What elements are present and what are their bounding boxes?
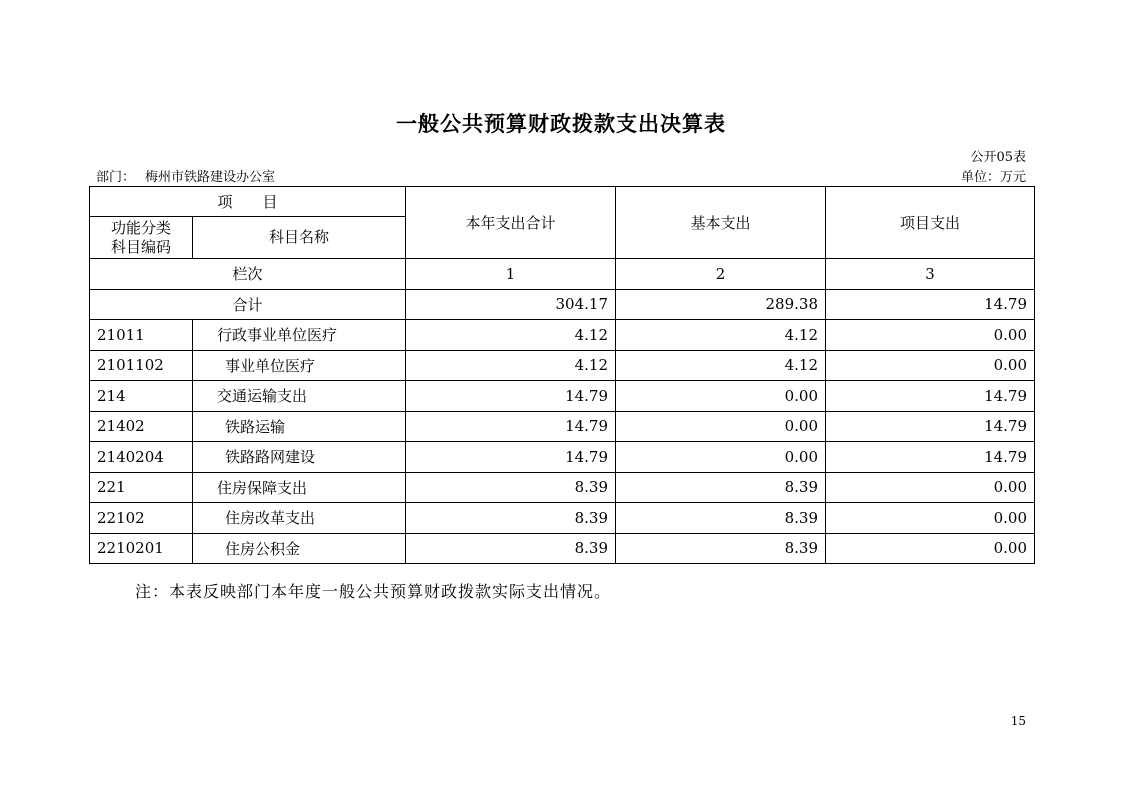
row-code: 22102 <box>90 503 193 534</box>
row-project: 0.00 <box>826 472 1035 503</box>
header-basic: 基本支出 <box>616 187 826 259</box>
row-project: 0.00 <box>826 320 1035 351</box>
row-project: 0.00 <box>826 350 1035 381</box>
row-project: 14.79 <box>826 381 1035 412</box>
row-code: 21402 <box>90 411 193 442</box>
table-row <box>90 381 1035 412</box>
row-code: 2210201 <box>90 533 193 564</box>
row-name: 铁路路网建设 <box>193 442 406 473</box>
row-total: 14.79 <box>406 411 616 442</box>
total-basic: 289.38 <box>616 289 826 320</box>
form-number: 公开05表 <box>970 150 1026 165</box>
table-row <box>90 442 1035 473</box>
row-code: 214 <box>90 381 193 412</box>
table-row <box>90 533 1035 564</box>
header-code <box>90 217 193 259</box>
row-basic: 4.12 <box>616 320 826 351</box>
row-project: 0.00 <box>826 533 1035 564</box>
row-name: 住房保障支出 <box>193 472 406 503</box>
row-code: 2101102 <box>90 350 193 381</box>
row-code: 2140204 <box>90 442 193 473</box>
total-amount: 304.17 <box>406 289 616 320</box>
row-total: 4.12 <box>406 350 616 381</box>
row-basic: 8.39 <box>616 533 826 564</box>
row-name: 住房公积金 <box>193 533 406 564</box>
table-row <box>90 411 1035 442</box>
row-project: 0.00 <box>826 503 1035 534</box>
row-name: 事业单位医疗 <box>193 350 406 381</box>
page-number: 15 <box>1010 714 1026 728</box>
unit-label: 单位：万元 <box>960 170 1026 185</box>
row-name: 交通运输支出 <box>193 381 406 412</box>
department-line <box>96 166 275 185</box>
header-code-line1: 功能分类 <box>110 218 171 237</box>
row-project: 14.79 <box>826 411 1035 442</box>
row-code: 221 <box>90 472 193 503</box>
header-project: 项目支出 <box>826 187 1035 259</box>
table-row <box>90 472 1035 503</box>
row-basic: 0.00 <box>616 442 826 473</box>
column-index-row <box>90 259 1035 290</box>
table-row <box>90 320 1035 351</box>
header-item: 项 目 <box>90 187 406 217</box>
row-total: 4.12 <box>406 320 616 351</box>
table-note: 注：本表反映部门本年度一般公共预算财政拨款实际支出情况。 <box>135 582 612 601</box>
total-row <box>90 289 1035 320</box>
row-name: 铁路运输 <box>193 411 406 442</box>
department-label: 部门： <box>96 170 136 185</box>
table-row <box>90 503 1035 534</box>
row-code: 21011 <box>90 320 193 351</box>
row-total: 8.39 <box>406 472 616 503</box>
row-project: 14.79 <box>826 442 1035 473</box>
row-name: 住房改革支出 <box>193 503 406 534</box>
column-index-label: 栏次 <box>90 259 406 290</box>
column-index-2: 2 <box>616 259 826 290</box>
header-code-line2: 科目编码 <box>110 237 171 256</box>
table-row <box>90 350 1035 381</box>
row-total: 8.39 <box>406 503 616 534</box>
row-basic: 0.00 <box>616 381 826 412</box>
row-total: 14.79 <box>406 381 616 412</box>
column-index-1: 1 <box>406 259 616 290</box>
header-total: 本年支出合计 <box>406 187 616 259</box>
table-header-row <box>90 187 1035 217</box>
row-basic: 8.39 <box>616 503 826 534</box>
row-basic: 8.39 <box>616 472 826 503</box>
header-subject-name: 科目名称 <box>193 217 406 259</box>
row-total: 8.39 <box>406 533 616 564</box>
row-basic: 0.00 <box>616 411 826 442</box>
expenditure-table <box>89 186 1035 564</box>
column-index-3: 3 <box>826 259 1035 290</box>
department-name: 梅州市铁路建设办公室 <box>145 170 276 185</box>
row-basic: 4.12 <box>616 350 826 381</box>
row-total: 14.79 <box>406 442 616 473</box>
page-title: 一般公共预算财政拨款支出决算表 <box>396 111 726 136</box>
row-name: 行政事业单位医疗 <box>193 320 406 351</box>
total-project: 14.79 <box>826 289 1035 320</box>
total-label: 合计 <box>90 289 406 320</box>
